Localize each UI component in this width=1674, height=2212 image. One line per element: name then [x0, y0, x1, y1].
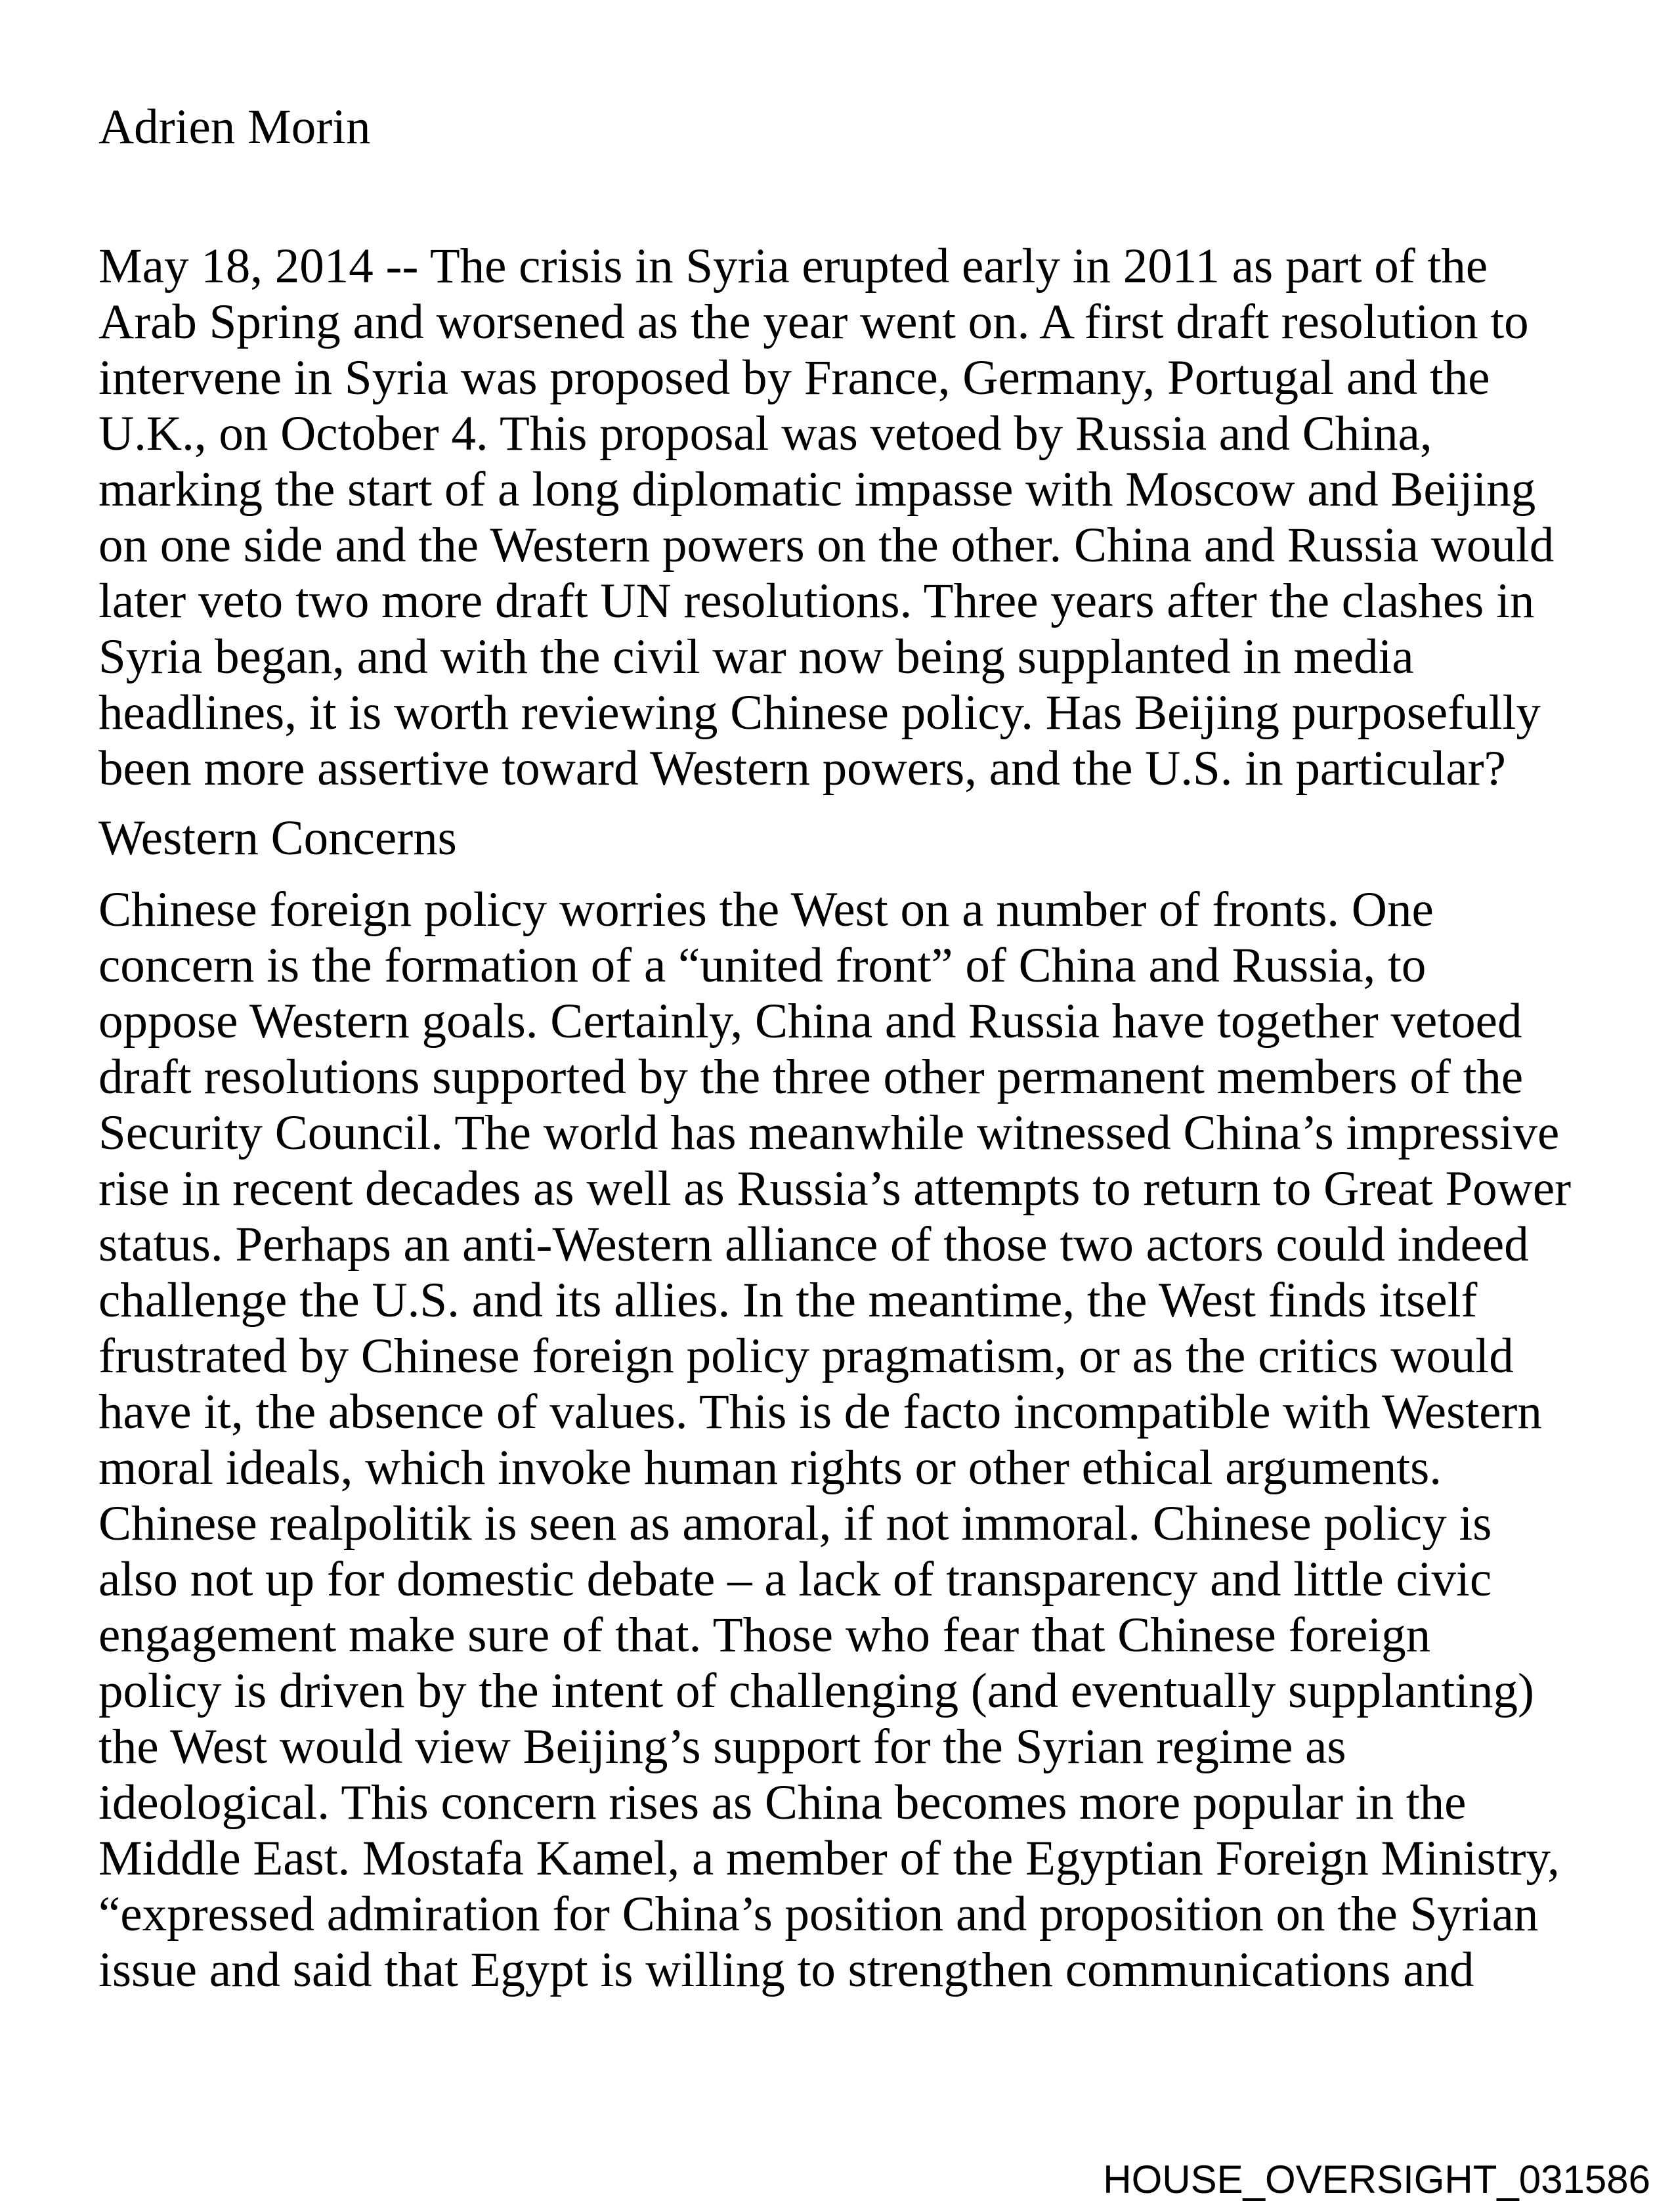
paragraph-line: frustrated by Chinese foreign policy pragmatism, or as the critics would [98, 1329, 1514, 1383]
paragraph-line: intervene in Syria was proposed by France, Germany, Portugal and the [98, 351, 1490, 405]
document-id-footer: HOUSE_OVERSIGHT_031586 [1103, 2158, 1650, 2201]
intro-paragraph [98, 238, 1554, 796]
paragraph-line: ideological. This concern rises as China becomes more popular in the [98, 1775, 1467, 1830]
author-name: Adrien Morin [98, 100, 371, 154]
paragraph-line: Syria began, and with the civil war now being supplanted in media [98, 630, 1414, 684]
paragraph-line: policy is driven by the intent of challenging (and eventually supplanting) [98, 1664, 1534, 1718]
paragraph-line: Security Council. The world has meanwhile witnessed China’s impressive [98, 1106, 1560, 1160]
paragraph-line: engagement make sure of that. Those who fear that Chinese foreign [98, 1608, 1431, 1662]
paragraph-line: May 18, 2014 -- The crisis in Syria erupted early in 2011 as part of the [98, 239, 1488, 293]
paragraph-line: issue and said that Egypt is willing to strengthen communications and [98, 1943, 1474, 1997]
paragraph-line: the West would view Beijing’s support for the Syrian regime as [98, 1720, 1346, 1774]
paragraph-line: Chinese foreign policy worries the West on a number of fronts. One [98, 882, 1434, 937]
paragraph-line: challenge the U.S. and its allies. In the meantime, the West finds itself [98, 1273, 1478, 1328]
paragraph-line: rise in recent decades as well as Russia’s attempts to return to Great Power [98, 1161, 1572, 1216]
paragraph-line: moral ideals, which invoke human rights or other ethical arguments. [98, 1441, 1442, 1495]
paragraph-line: also not up for domestic debate – a lack of transparency and little civic [98, 1552, 1492, 1607]
paragraph-line: headlines, it is worth reviewing Chinese policy. Has Beijing purposefully [98, 685, 1541, 740]
paragraph-line: “expressed admiration for China’s position and proposition on the Syrian [98, 1887, 1539, 1941]
paragraph-line: oppose Western goals. Certainly, China and Russia have together vetoed [98, 994, 1522, 1049]
paragraph-line: have it, the absence of values. This is de facto incompatible with Western [98, 1385, 1542, 1439]
paragraph-line: draft resolutions supported by the three other permanent members of the [98, 1050, 1524, 1104]
paragraph-line: later veto two more draft UN resolutions. Three years after the clashes in [98, 574, 1535, 628]
section-heading: Western Concerns [98, 811, 457, 865]
paragraph-line: status. Perhaps an anti-Western alliance of those two actors could indeed [98, 1217, 1529, 1272]
paragraph-line: Middle East. Mostafa Kamel, a member of the Egyptian Foreign Ministry, [98, 1831, 1560, 1886]
paragraph-line: Arab Spring and worsened as the year went on. A first draft resolution to [98, 295, 1529, 349]
body-paragraph [98, 882, 1571, 1998]
paragraph-line: marking the start of a long diplomatic impasse with Moscow and Beijing [98, 462, 1536, 517]
paragraph-line: on one side and the Western powers on the other. China and Russia would [98, 518, 1555, 573]
paragraph-line: Chinese realpolitik is seen as amoral, if not immoral. Chinese policy is [98, 1496, 1492, 1551]
paragraph-line: been more assertive toward Western powers, and the U.S. in particular? [98, 741, 1506, 796]
paragraph-line: U.K., on October 4. This proposal was vetoed by Russia and China, [98, 406, 1432, 461]
paragraph-line: concern is the formation of a “united front” of China and Russia, to [98, 938, 1427, 993]
